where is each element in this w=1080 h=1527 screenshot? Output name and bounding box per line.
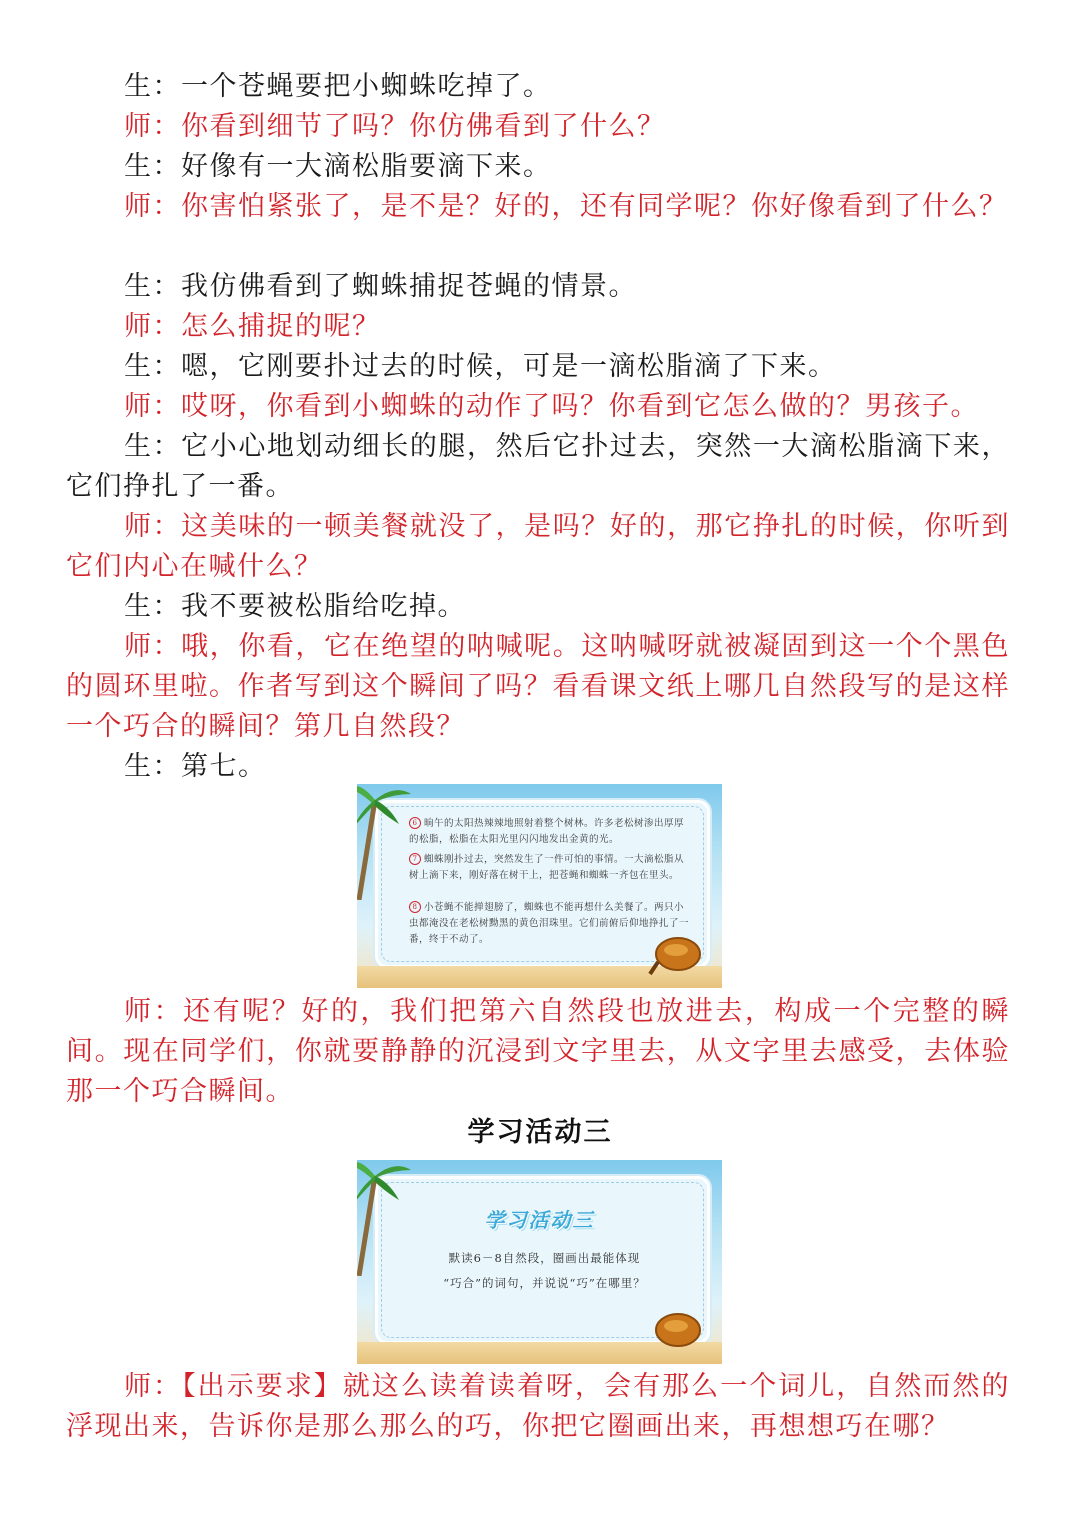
slide-learning-activity (357, 1160, 722, 1364)
dialogue-student-6: 生：我不要被松脂给吃掉。 (124, 591, 466, 622)
slide-instruction-line-2: “巧合”的词句，并说说“巧”在哪里？ (443, 1276, 646, 1290)
dialogue-student-7: 生：第七。 (124, 751, 267, 782)
dialogue-teacher-1: 师：你看到细节了吗？你仿佛看到了什么？ (124, 111, 666, 142)
dialogue-student-5: 生：它小心地划动细长的腿，然后它扑过去，突然一大滴松脂滴下来，它们挣扎了一番。 (66, 431, 1010, 502)
slide-text-excerpt (357, 784, 722, 988)
dialogue-teacher-2: 师：你害怕紧张了，是不是？好的，还有同学呢？你好像看到了什么？ (124, 191, 1008, 222)
slide-paragraph-8: 8 小苍蝇不能掸翅膀了，蜘蛛也不能再想什么美餐了。两只小虫都淹没在老松树黝黑的黄色泪珠里。它们前俯后仰地挣扎了一番，终于不动了。 (409, 902, 690, 945)
dialogue-teacher-4: 师：哎呀，你看到小蜘蛛的动作了吗？你看到它怎么做的？男孩子。 (124, 391, 979, 422)
dialogue-teacher-6: 师：哦，你看，它在绝望的呐喊呢。这呐喊呀就被凝固到这一个个黑色的圆环里啦。作者写到这个瞬间了吗？看看课文纸上哪几自然段写的是这样一个巧合的瞬间？第几自然段？ (66, 631, 1010, 742)
amber-icon (648, 932, 704, 976)
dialogue-teacher-5: 师：这美味的一顿美餐就没了，是吗？好的，那它挣扎的时候，你听到它们内心在喊什么？ (66, 511, 1010, 582)
dialogue-student-2: 生：好像有一大滴松脂要滴下来。 (124, 151, 552, 182)
dialogue-student-3: 生：我仿佛看到了蜘蛛捕捉苍蝇的情景。 (124, 271, 637, 302)
slide-paragraph-6: 6 晌午的太阳热辣辣地照射着整个树林。许多老松树渗出厚厚的松脂，松脂在太阳光里闪闪地发出金黄的光。 (409, 818, 685, 845)
dialogue-teacher-8: 师：【出示要求】就这么读着读着呀，会有那么一个词儿，自然而然的浮现出来，告诉你是那么那么的巧，你把它圈画出来，再想想巧在哪？ (66, 1371, 1010, 1442)
paragraph-number-8: 8 (409, 901, 421, 913)
dialogue-student-1: 生：一个苍蝇要把小蜘蛛吃掉了。 (124, 71, 552, 102)
palm-tree-icon (357, 784, 411, 900)
dialogue-student-4: 生：嗯，它刚要扑过去的时候，可是一滴松脂滴了下来。 (124, 351, 837, 382)
paragraph-number-6: 6 (409, 817, 421, 829)
slide-instruction-line-1: 默读6－8自然段，圈画出最能体现 (448, 1251, 641, 1265)
dialogue-teacher-3: 师：怎么捕捉的呢？ (124, 311, 381, 342)
slide-instruction (407, 1246, 682, 1296)
paragraph-number-7: 7 (409, 853, 421, 865)
slide-paragraph-7: 7 蜘蛛刚扑过去，突然发生了一件可怕的事情。一大滴松脂从树上滴下来，刚好落在树干上，把苍蝇和蜘蛛一齐包在里头。 (409, 854, 685, 881)
amber-icon (648, 1308, 704, 1352)
section-heading: 学习活动三 (467, 1117, 613, 1148)
slide-title: 学习活动三 (484, 1208, 595, 1232)
dialogue-teacher-7: 师：还有呢？好的，我们把第六自然段也放进去，构成一个完整的瞬间。现在同学们，你就要静静的沉浸到文字里去，从文字里去感受，去体验那一个巧合瞬间。 (66, 996, 1010, 1107)
